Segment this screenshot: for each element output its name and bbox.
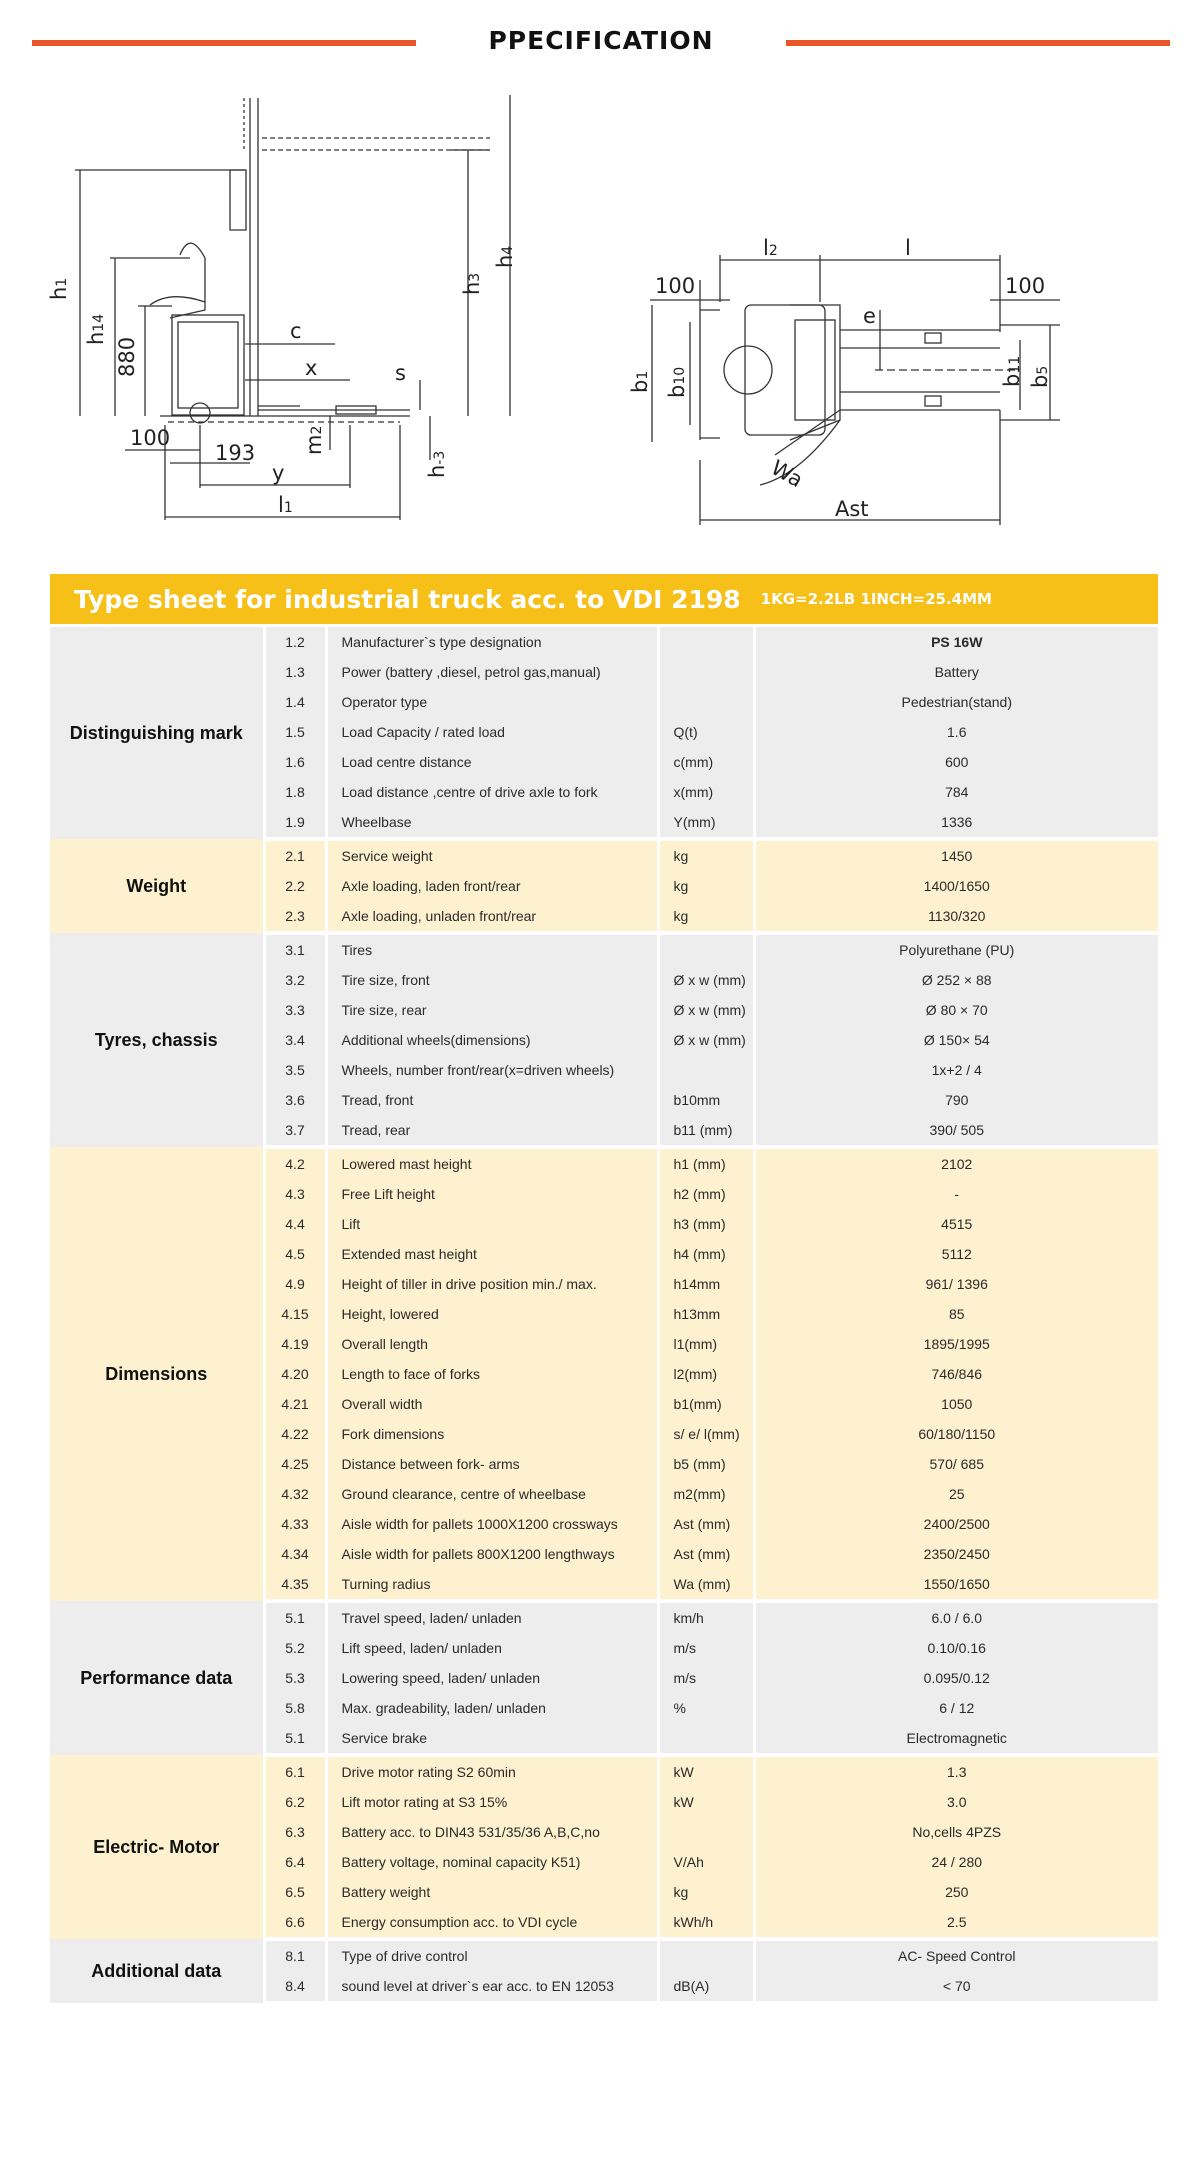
row-value: 790 (754, 1085, 1158, 1115)
row-unit: h4 (mm) (658, 1239, 754, 1269)
row-value: 1550/1650 (754, 1569, 1158, 1601)
row-value: PS 16W (754, 627, 1158, 657)
row-description: Lift (326, 1209, 658, 1239)
row-number: 6.4 (264, 1847, 326, 1877)
row-description: Type of drive control (326, 1939, 658, 1971)
table-row (50, 1755, 1158, 1787)
side-view-labels (47, 246, 517, 517)
row-value: 784 (754, 777, 1158, 807)
row-value: 1.6 (754, 717, 1158, 747)
row-value: 85 (754, 1299, 1158, 1329)
table-row (50, 627, 1158, 657)
row-description: Tire size, front (326, 965, 658, 995)
label-h1: h1 (47, 277, 71, 300)
row-number: 8.4 (264, 1971, 326, 2003)
row-description: Battery weight (326, 1877, 658, 1907)
row-number: 1.6 (264, 747, 326, 777)
group-label: Dimensions (50, 1147, 264, 1601)
row-number: 1.4 (264, 687, 326, 717)
row-value: 1x+2 / 4 (754, 1055, 1158, 1085)
row-number: 4.19 (264, 1329, 326, 1359)
spec-table-body (50, 627, 1158, 2003)
row-value: Ø 150× 54 (754, 1025, 1158, 1055)
row-unit: % (658, 1693, 754, 1723)
label-880: 880 (115, 336, 139, 377)
row-number: 6.5 (264, 1877, 326, 1907)
row-number: 6.6 (264, 1907, 326, 1939)
header-rule-left (32, 40, 416, 46)
row-number: 4.25 (264, 1449, 326, 1479)
row-unit: b1(mm) (658, 1389, 754, 1419)
row-value: Polyurethane (PU) (754, 933, 1158, 965)
group-label: Performance data (50, 1601, 264, 1755)
row-unit: kg (658, 901, 754, 933)
row-description: Aisle width for pallets 1000X1200 crossways (326, 1509, 658, 1539)
row-number: 5.1 (264, 1723, 326, 1755)
row-value: 5112 (754, 1239, 1158, 1269)
row-unit: Y(mm) (658, 807, 754, 839)
row-value: No,cells 4PZS (754, 1817, 1158, 1847)
row-number: 3.4 (264, 1025, 326, 1055)
row-value: 1130/320 (754, 901, 1158, 933)
label-b5: b5 (1028, 365, 1052, 388)
row-number: 4.2 (264, 1147, 326, 1179)
row-value: 1450 (754, 839, 1158, 871)
row-unit (658, 627, 754, 657)
row-description: Service brake (326, 1723, 658, 1755)
row-value: Electromagnetic (754, 1723, 1158, 1755)
row-value: 2350/2450 (754, 1539, 1158, 1569)
row-value: Ø 80 × 70 (754, 995, 1158, 1025)
row-number: 4.20 (264, 1359, 326, 1389)
group-label: Distinguishing mark (50, 627, 264, 839)
row-description: Lowering speed, laden/ unladen (326, 1663, 658, 1693)
label-b10: b10 (665, 366, 689, 398)
row-description: Additional wheels(dimensions) (326, 1025, 658, 1055)
row-value: 0.095/0.12 (754, 1663, 1158, 1693)
row-unit: c(mm) (658, 747, 754, 777)
row-number: 4.22 (264, 1419, 326, 1449)
label-e: e (863, 304, 876, 328)
row-unit: kW (658, 1755, 754, 1787)
banner-title: Type sheet for industrial truck acc. to VDI 2198 (74, 584, 741, 614)
row-description: Drive motor rating S2 60min (326, 1755, 658, 1787)
row-value: < 70 (754, 1971, 1158, 2003)
group-label: Weight (50, 839, 264, 933)
row-description: Axle loading, laden front/rear (326, 871, 658, 901)
row-value: 961/ 1396 (754, 1269, 1158, 1299)
label-h13: h-3 (425, 450, 449, 478)
row-number: 6.3 (264, 1817, 326, 1847)
row-unit: kg (658, 839, 754, 871)
row-description: Lift speed, laden/ unladen (326, 1633, 658, 1663)
row-unit: Ø x w (mm) (658, 965, 754, 995)
row-unit: Ast (mm) (658, 1539, 754, 1569)
label-l2: l2 (763, 236, 778, 260)
banner-conversion-note: 1KG=2.2LB 1INCH=25.4MM (760, 590, 992, 608)
row-description: Load Capacity / rated load (326, 717, 658, 747)
row-value: 3.0 (754, 1787, 1158, 1817)
row-number: 5.2 (264, 1633, 326, 1663)
row-description: Fork dimensions (326, 1419, 658, 1449)
label-h3: h3 (460, 272, 484, 295)
table-row (50, 839, 1158, 871)
row-description: Ground clearance, centre of wheelbase (326, 1479, 658, 1509)
row-value: 2.5 (754, 1907, 1158, 1939)
row-unit: b10mm (658, 1085, 754, 1115)
row-value: 25 (754, 1479, 1158, 1509)
group-label: Electric- Motor (50, 1755, 264, 1939)
group-label: Additional data (50, 1939, 264, 2003)
row-value: 24 / 280 (754, 1847, 1158, 1877)
row-unit: x(mm) (658, 777, 754, 807)
label-l: l (905, 236, 911, 260)
row-description: Battery voltage, nominal capacity K51) (326, 1847, 658, 1877)
row-description: Load centre distance (326, 747, 658, 777)
row-value: 0.10/0.16 (754, 1633, 1158, 1663)
row-unit: m/s (658, 1633, 754, 1663)
row-number: 3.1 (264, 933, 326, 965)
row-number: 2.2 (264, 871, 326, 901)
row-description: Axle loading, unladen front/rear (326, 901, 658, 933)
row-number: 6.1 (264, 1755, 326, 1787)
label-193: 193 (215, 441, 256, 465)
row-unit: kWh/h (658, 1907, 754, 1939)
row-description: Travel speed, laden/ unladen (326, 1601, 658, 1633)
row-description: Operator type (326, 687, 658, 717)
row-value: 250 (754, 1877, 1158, 1907)
row-number: 5.3 (264, 1663, 326, 1693)
row-number: 1.8 (264, 777, 326, 807)
row-value: 60/180/1150 (754, 1419, 1158, 1449)
row-description: Overall length (326, 1329, 658, 1359)
row-unit: Ast (mm) (658, 1509, 754, 1539)
row-description: Max. gradeability, laden/ unladen (326, 1693, 658, 1723)
top-view (650, 255, 1060, 525)
row-value: 6 / 12 (754, 1693, 1158, 1723)
row-description: Distance between fork- arms (326, 1449, 658, 1479)
row-description: Load distance ,centre of drive axle to fork (326, 777, 658, 807)
row-unit: h2 (mm) (658, 1179, 754, 1209)
row-unit: Q(t) (658, 717, 754, 747)
label-wa: Wa (767, 455, 807, 493)
dimension-drawings (0, 80, 1200, 550)
row-unit: b11 (mm) (658, 1115, 754, 1147)
row-description: Service weight (326, 839, 658, 871)
row-unit (658, 1055, 754, 1085)
label-ast: Ast (835, 497, 869, 521)
row-number: 1.9 (264, 807, 326, 839)
label-100-side: 100 (130, 426, 171, 450)
row-number: 4.15 (264, 1299, 326, 1329)
row-unit: h1 (mm) (658, 1147, 754, 1179)
table-row (50, 1601, 1158, 1633)
row-number: 3.2 (264, 965, 326, 995)
label-h4: h4 (493, 245, 517, 268)
row-unit: b5 (mm) (658, 1449, 754, 1479)
row-number: 4.5 (264, 1239, 326, 1269)
row-number: 4.9 (264, 1269, 326, 1299)
row-unit: h14mm (658, 1269, 754, 1299)
row-value: 570/ 685 (754, 1449, 1158, 1479)
row-number: 5.1 (264, 1601, 326, 1633)
row-value: 2400/2500 (754, 1509, 1158, 1539)
label-x: x (305, 356, 318, 380)
row-unit: m2(mm) (658, 1479, 754, 1509)
row-number: 1.5 (264, 717, 326, 747)
table-row (50, 1939, 1158, 1971)
row-unit (658, 1939, 754, 1971)
row-value: 1895/1995 (754, 1329, 1158, 1359)
row-unit: kg (658, 871, 754, 901)
row-description: Length to face of forks (326, 1359, 658, 1389)
row-value: 1.3 (754, 1755, 1158, 1787)
row-number: 4.35 (264, 1569, 326, 1601)
row-number: 6.2 (264, 1787, 326, 1817)
row-number: 4.33 (264, 1509, 326, 1539)
row-description: Power (battery ,diesel, petrol gas,manual) (326, 657, 658, 687)
row-description: Tire size, rear (326, 995, 658, 1025)
table-row (50, 933, 1158, 965)
row-description: Tread, front (326, 1085, 658, 1115)
row-unit: h3 (mm) (658, 1209, 754, 1239)
row-unit: kW (658, 1787, 754, 1817)
row-value: 600 (754, 747, 1158, 777)
row-value: 4515 (754, 1209, 1158, 1239)
row-description: Wheelbase (326, 807, 658, 839)
row-number: 2.1 (264, 839, 326, 871)
page-header (0, 0, 1200, 80)
header-rule-right (786, 40, 1170, 46)
row-unit: l2(mm) (658, 1359, 754, 1389)
row-description: Free Lift height (326, 1179, 658, 1209)
table-row (50, 1147, 1158, 1179)
row-number: 4.21 (264, 1389, 326, 1419)
row-number: 3.6 (264, 1085, 326, 1115)
row-description: Turning radius (326, 1569, 658, 1601)
row-unit (658, 1723, 754, 1755)
row-description: Energy consumption acc. to VDI cycle (326, 1907, 658, 1939)
row-description: Tires (326, 933, 658, 965)
row-number: 3.3 (264, 995, 326, 1025)
row-number: 3.7 (264, 1115, 326, 1147)
spec-table (50, 627, 1158, 2005)
row-number: 1.2 (264, 627, 326, 657)
label-l1: l1 (278, 493, 293, 517)
row-value: 1050 (754, 1389, 1158, 1419)
row-number: 4.34 (264, 1539, 326, 1569)
row-unit (658, 933, 754, 965)
row-description: Height of tiller in drive position min./ max. (326, 1269, 658, 1299)
row-value: Pedestrian(stand) (754, 687, 1158, 717)
row-unit: Ø x w (mm) (658, 1025, 754, 1055)
row-description: Manufacturer`s type designation (326, 627, 658, 657)
row-unit: h13mm (658, 1299, 754, 1329)
label-100-top-right: 100 (1005, 274, 1046, 298)
row-description: Tread, rear (326, 1115, 658, 1147)
row-description: Lift motor rating at S3 15% (326, 1787, 658, 1817)
row-unit (658, 687, 754, 717)
row-value: Ø 252 × 88 (754, 965, 1158, 995)
row-number: 5.8 (264, 1693, 326, 1723)
row-unit: kg (658, 1877, 754, 1907)
row-value: 390/ 505 (754, 1115, 1158, 1147)
row-description: Wheels, number front/rear(x=driven wheels) (326, 1055, 658, 1085)
row-unit: l1(mm) (658, 1329, 754, 1359)
row-unit: s/ e/ l(mm) (658, 1419, 754, 1449)
row-description: Battery acc. to DIN43 531/35/36 A,B,C,no (326, 1817, 658, 1847)
row-value: Battery (754, 657, 1158, 687)
row-number: 8.1 (264, 1939, 326, 1971)
row-number: 1.3 (264, 657, 326, 687)
row-value: - (754, 1179, 1158, 1209)
row-description: sound level at driver`s ear acc. to EN 12053 (326, 1971, 658, 2003)
label-c: c (290, 319, 302, 343)
label-m2: m2 (302, 425, 326, 455)
row-unit: dB(A) (658, 1971, 754, 2003)
row-value: 6.0 / 6.0 (754, 1601, 1158, 1633)
row-value: 2102 (754, 1147, 1158, 1179)
row-description: Extended mast height (326, 1239, 658, 1269)
label-y: y (272, 461, 285, 485)
row-number: 4.4 (264, 1209, 326, 1239)
row-description: Overall width (326, 1389, 658, 1419)
label-b1: b1 (628, 370, 652, 393)
row-unit: V/Ah (658, 1847, 754, 1877)
row-value: 1400/1650 (754, 871, 1158, 901)
row-unit: Wa (mm) (658, 1569, 754, 1601)
row-number: 2.3 (264, 901, 326, 933)
type-sheet-banner (50, 574, 1158, 624)
row-value: AC- Speed Control (754, 1939, 1158, 1971)
row-number: 4.3 (264, 1179, 326, 1209)
row-unit: Ø x w (mm) (658, 995, 754, 1025)
row-value: 1336 (754, 807, 1158, 839)
row-unit: m/s (658, 1663, 754, 1693)
label-100-top-left: 100 (655, 274, 696, 298)
row-unit (658, 1817, 754, 1847)
row-number: 3.5 (264, 1055, 326, 1085)
row-description: Height, lowered (326, 1299, 658, 1329)
label-b11: b11 (1000, 355, 1024, 387)
row-value: 746/846 (754, 1359, 1158, 1389)
row-unit: km/h (658, 1601, 754, 1633)
row-unit (658, 657, 754, 687)
label-s: s (395, 361, 406, 385)
label-h14: h14 (84, 313, 108, 345)
group-label: Tyres, chassis (50, 933, 264, 1147)
row-number: 4.32 (264, 1479, 326, 1509)
row-description: Aisle width for pallets 800X1200 lengthways (326, 1539, 658, 1569)
page-title: PPECIFICATION (488, 26, 714, 55)
truck-drawing-svg (0, 80, 1200, 550)
row-description: Lowered mast height (326, 1147, 658, 1179)
